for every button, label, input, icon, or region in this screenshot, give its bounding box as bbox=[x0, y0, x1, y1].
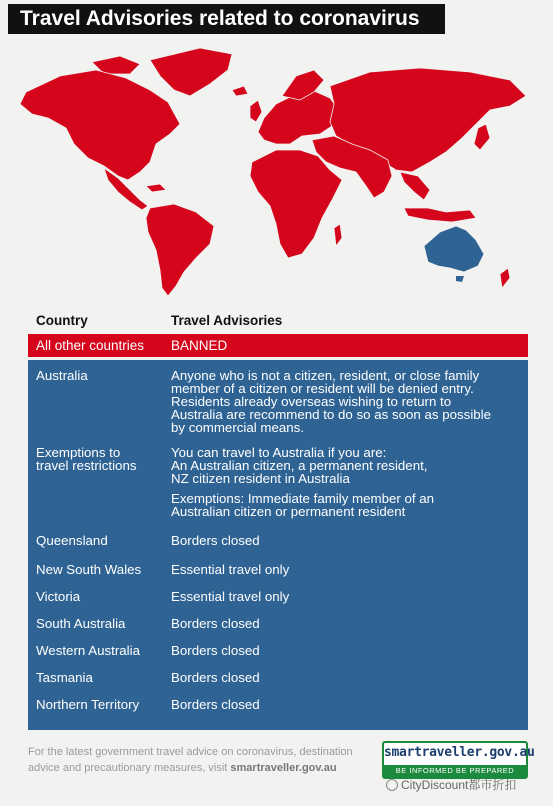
watermark bbox=[386, 776, 516, 793]
map-southeast-asia bbox=[400, 172, 430, 200]
row-advisory-line: Borders closed bbox=[171, 670, 260, 685]
row-advisory-line: Borders closed bbox=[171, 697, 260, 712]
map-madagascar bbox=[334, 224, 342, 246]
row-country: South Australia bbox=[36, 616, 126, 631]
map-iceland bbox=[232, 86, 248, 96]
map-greenland bbox=[150, 48, 232, 96]
row-country: travel restrictions bbox=[36, 458, 137, 473]
row-advisory-line: Essential travel only bbox=[171, 562, 290, 577]
map-indonesia bbox=[404, 208, 476, 222]
map-tasmania bbox=[456, 276, 464, 282]
table-header bbox=[28, 305, 528, 333]
map-caribbean bbox=[146, 184, 166, 192]
row-advisory-line: An Australian citizen, a permanent resident, bbox=[171, 458, 428, 473]
logo-text: smartraveller.gov.au bbox=[384, 745, 535, 760]
row-country: Western Australia bbox=[36, 643, 140, 658]
map-japan bbox=[474, 124, 490, 150]
banned-row-country: All other countries bbox=[36, 338, 145, 353]
watermark-text: CityDiscount都市折扣 bbox=[401, 778, 517, 792]
footer-text: advice and precautionary measures, visit bbox=[28, 762, 231, 774]
page-title: Travel Advisories related to coronavirus bbox=[8, 4, 445, 34]
footer-line: For the latest government travel advice on coronavirus, destination bbox=[28, 746, 353, 758]
row-advisory-line: by commercial means. bbox=[171, 420, 305, 435]
advisory-table-body bbox=[28, 360, 528, 730]
row-advisory-line: Residents already overseas wishing to return to bbox=[171, 394, 452, 409]
row-country: Victoria bbox=[36, 589, 81, 604]
map-north-america bbox=[20, 70, 180, 180]
footer-line bbox=[28, 760, 358, 776]
row-advisory-line: Exemptions: Immediate family member of an bbox=[171, 491, 435, 506]
map-south-america bbox=[146, 204, 214, 296]
logo-tagline: BE INFORMED BE PREPARED bbox=[384, 765, 526, 777]
row-advisory-line: Australia are recommend to do so as soon as possible bbox=[171, 407, 492, 422]
map-uk bbox=[250, 100, 262, 122]
row-advisory-line: Essential travel only bbox=[171, 589, 290, 604]
row-advisory-line: Australian citizen or permanent resident bbox=[171, 504, 406, 519]
row-advisory-line: NZ citizen resident in Australia bbox=[171, 471, 350, 486]
column-header-advisory: Travel Advisories bbox=[171, 313, 283, 328]
row-advisory-line: member of a citizen or resident will be denied entry. bbox=[171, 381, 474, 396]
banned-row-advisory: BANNED bbox=[171, 338, 228, 353]
row-country: Exemptions to bbox=[36, 445, 121, 460]
row-advisory-line: Borders closed bbox=[171, 533, 260, 548]
footer-link[interactable]: smartraveller.gov.au bbox=[230, 762, 337, 774]
row-country: Tasmania bbox=[36, 670, 93, 685]
footer-note bbox=[28, 744, 358, 776]
row-country: Queensland bbox=[36, 533, 108, 548]
column-header-country: Country bbox=[36, 313, 88, 328]
row-country: New South Wales bbox=[36, 562, 142, 577]
map-new-zealand bbox=[500, 268, 510, 288]
row-country: Australia bbox=[36, 368, 88, 383]
wechat-icon bbox=[386, 779, 398, 791]
row-advisory-line: Anyone who is not a citizen, resident, or close family bbox=[171, 368, 480, 383]
map-africa bbox=[250, 150, 342, 258]
world-map-icon bbox=[0, 40, 553, 300]
smartraveller-logo[interactable] bbox=[382, 741, 535, 779]
row-advisory-line: You can travel to Australia if you are: bbox=[171, 445, 387, 460]
banned-row bbox=[28, 334, 528, 357]
row-advisory-line: Borders closed bbox=[171, 643, 260, 658]
map-australia bbox=[424, 226, 484, 272]
row-country: Northern Territory bbox=[36, 697, 140, 712]
row-advisory-line: Borders closed bbox=[171, 616, 260, 631]
